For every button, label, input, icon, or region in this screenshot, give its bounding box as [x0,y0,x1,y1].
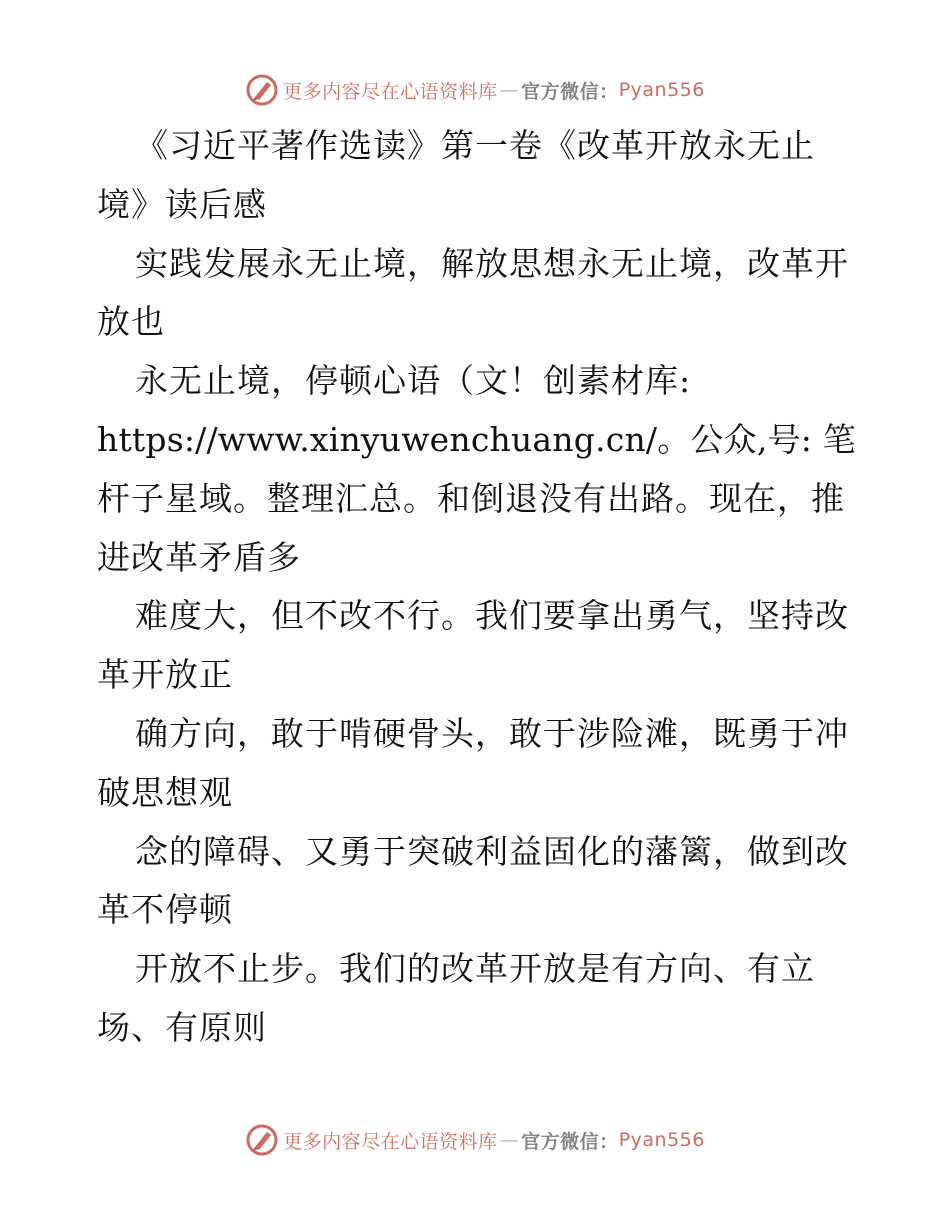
text-line: 放也 [97,302,165,342]
text-line: 杆子星域。整理汇总。和倒退没有出路。现在，推 [97,478,845,518]
text-line: 境》读后感 [97,184,267,224]
watermark-wechat-id: Pyan556 [618,1129,705,1151]
watermark-separator: — [499,79,520,101]
text-line: 破思想观 [97,772,233,812]
text-line: 革开放正 [97,655,233,695]
document-body [97,117,857,1058]
watermark-label: 官方微信： [521,1130,619,1153]
text-line: 难度大，但不改不行。我们要拿出勇气，坚持改 [135,596,849,636]
text-line: 《习近平著作选读》第一卷《改革开放永无止 [135,126,815,165]
header-watermark [0,70,950,110]
text-line: 开放不止步。我们的改革开放是有方向、有立 [135,949,815,989]
watermark-separator: — [499,1129,520,1151]
text-line: 场、有原则 [97,1007,267,1047]
text-line: 确方向，敢于啃硬骨头，敢于涉险滩，既勇于冲 [135,713,849,753]
watermark-main-text: 更多内容尽在心语资料库 [283,80,498,103]
watermark-main-text: 更多内容尽在心语资料库 [283,1130,498,1153]
text-line: 念的障碍、又勇于突破利益固化的藩篱，做到改 [135,831,849,871]
text-line: https://www.xinyuwenchuang.cn/。公众,号: 笔 [97,419,856,459]
pen-logo-icon [245,73,279,107]
watermark-label: 官方微信： [521,80,619,103]
pen-logo-icon [245,1123,279,1157]
text-line: 永无止境，停顿心语（文！创素材库: [135,361,692,401]
text-line: 实践发展永无止境，解放思想永无止境，改革开 [135,243,849,283]
text-line: 进改革矛盾多 [97,537,301,577]
text-line: 革不停顿 [97,890,233,930]
footer-watermark [0,1120,950,1160]
watermark-wechat-id: Pyan556 [618,79,705,101]
